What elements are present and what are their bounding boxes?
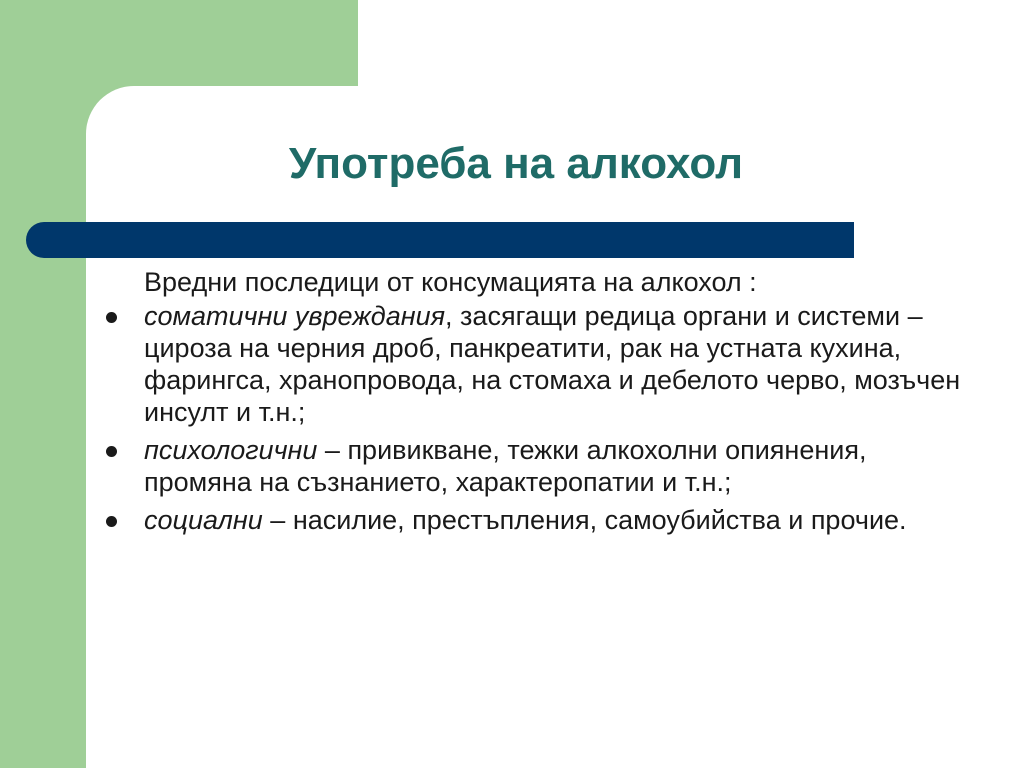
bullet-item — [106, 300, 966, 428]
title-divider-bar — [26, 222, 854, 258]
bullet-text: – насилие, престъпления, самоубийства и прочие. — [262, 505, 907, 535]
bullet-icon — [106, 516, 117, 527]
slide-body — [106, 266, 966, 542]
bullet-text: – привикване, тежки алкохолни опиянения, промяна на съзнанието, характеропатии и т.н.; — [144, 435, 867, 497]
slide-title: Употреба на алкохол — [288, 139, 744, 188]
intro-text: Вредни последици от консумацията на алкохол : — [144, 267, 757, 297]
bullet-term: психологични — [144, 435, 318, 465]
bullet-text: , засягащи редица органи и системи – цироза на черния дроб, панкреатити, рак на устната кухина, фарингса, хранопровода, на стомаха и дебелото черво, мозъчен инсулт и т.н.; — [144, 301, 961, 427]
bullet-icon — [106, 312, 117, 323]
bullet-item — [106, 434, 966, 498]
bullet-item — [106, 504, 966, 536]
bullet-term: соматични увреждания — [144, 301, 446, 331]
bullet-icon — [106, 446, 117, 457]
bullet-term: социални — [144, 505, 263, 535]
